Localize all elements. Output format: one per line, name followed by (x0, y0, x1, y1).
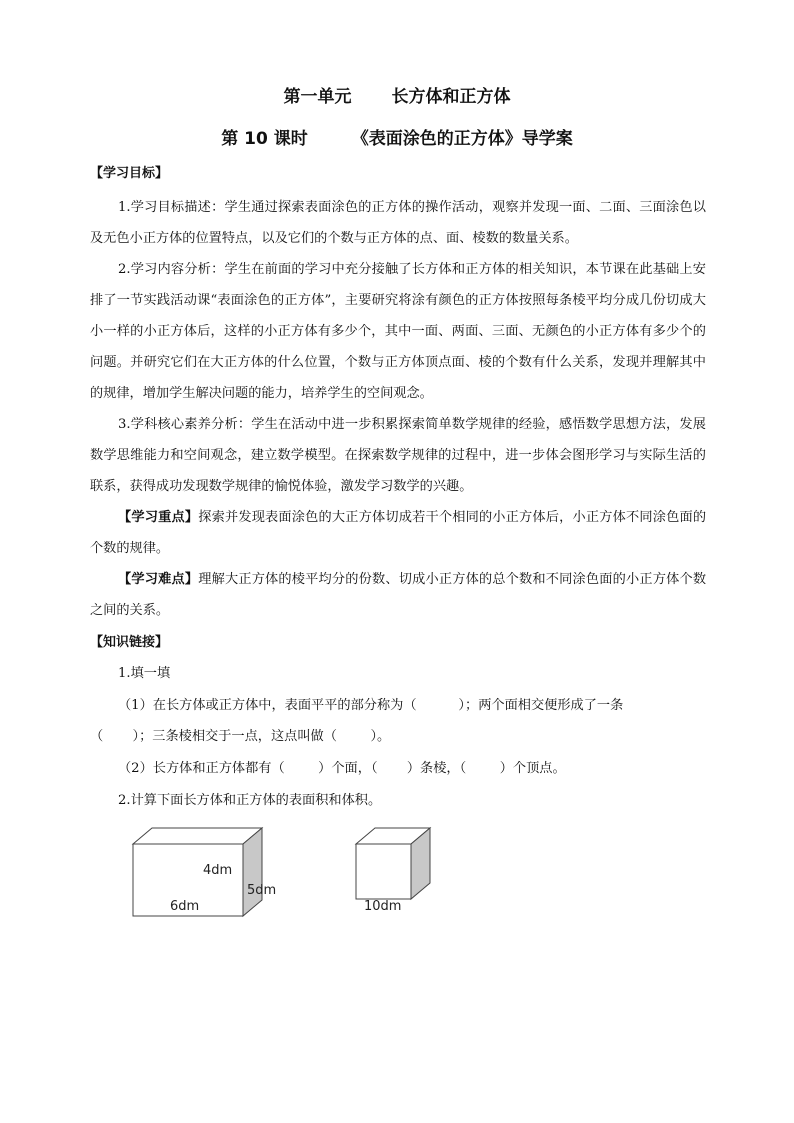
difficulty-paragraph (90, 564, 706, 626)
cuboid-figure (133, 828, 276, 916)
question-1-item-1-line-1: （1）在长方体或正方体中，表面平平的部分称为（ ）；两个面相交便形成了一条 (118, 698, 624, 713)
links-heading: 【知识链接】 (90, 635, 169, 650)
lesson-title-line (0, 129, 794, 149)
lesson-label: 第 10 课时 (221, 129, 308, 149)
unit-title-line (0, 87, 794, 107)
key-point-paragraph (90, 502, 706, 564)
goal-paragraph-3: 3.学科核心素养分析：学生在活动中进一步积累探索简单数学规律的经验，感悟数学思想方法，发展数学思维能力和空间观念，建立数学模型。在探索数学规律的过程中，进一步体会图形学习与实际生活的联系，获得成功发现数学规律的愉悦体验，激发学习数学的兴趣。 (90, 417, 706, 494)
goals-heading: 【学习目标】 (90, 166, 169, 181)
cube-front-face (356, 844, 411, 899)
goal-paragraph-1: 1.学习目标描述：学生通过探索表面涂色的正方体的操作活动，观察并发现一面、二面、三面涂色以及无色小正方体的位置特点，以及它们的个数与正方体的点、面、棱数的数量关系。 (90, 200, 706, 246)
cuboid-side-face (243, 828, 262, 916)
cube-figure (356, 828, 430, 914)
key-point-label: 【学习重点】 (118, 510, 199, 525)
goal-paragraph-2: 2.学习内容分析：学生在前面的学习中充分接触了长方体和正方体的相关知识，本节课在此基础上安排了一节实践活动课“表面涂色的正方体”，主要研究将涂有颜色的正方体按照每条棱平均分成几份切成大小一样的小正方体后，这样的小正方体有多少个，其中一面、两面、三面、无颜色的小正方体有多少个的问题。并研究它们在大正方体的什么位置，个数与正方体顶点面、棱的个数有什么关系，发现并理解其中的规律，增加学生解决问题的能力，培养学生的空间观念。 (90, 262, 706, 401)
unit-name: 长方体和正方体 (391, 87, 511, 107)
key-point-text: 探索并发现表面涂色的大正方体切成若干个相同的小正方体后，小正方体不同涂色面的个数的规律。 (90, 510, 707, 556)
cuboid-width-label: 5dm (247, 883, 277, 898)
question-1-title: 1.填一填 (118, 666, 171, 681)
unit-label: 第一单元 (283, 87, 352, 107)
cuboid-height-label: 4dm (203, 863, 233, 878)
question-1-item-2: （2）长方体和正方体都有（ ）个面，（ ）条棱，（ ）个顶点。 (118, 761, 566, 776)
cube-edge-label: 10dm (364, 899, 402, 914)
lesson-name: 《表面涂色的正方体》导学案 (351, 129, 573, 149)
question-1-item-1-line-2: （ ）；三条棱相交于一点，这点叫做（ ）。 (90, 729, 391, 744)
solids-figure (0, 820, 794, 950)
question-2-title: 2.计算下面长方体和正方体的表面积和体积。 (118, 793, 382, 808)
difficulty-text: 理解大正方体的棱平均分的份数、切成小正方体的总个数和不同涂色面的小正方体个数之间的关系。 (90, 572, 707, 618)
cuboid-top-face (133, 828, 262, 844)
difficulty-label: 【学习难点】 (118, 572, 199, 587)
cuboid-length-label: 6dm (170, 899, 200, 914)
